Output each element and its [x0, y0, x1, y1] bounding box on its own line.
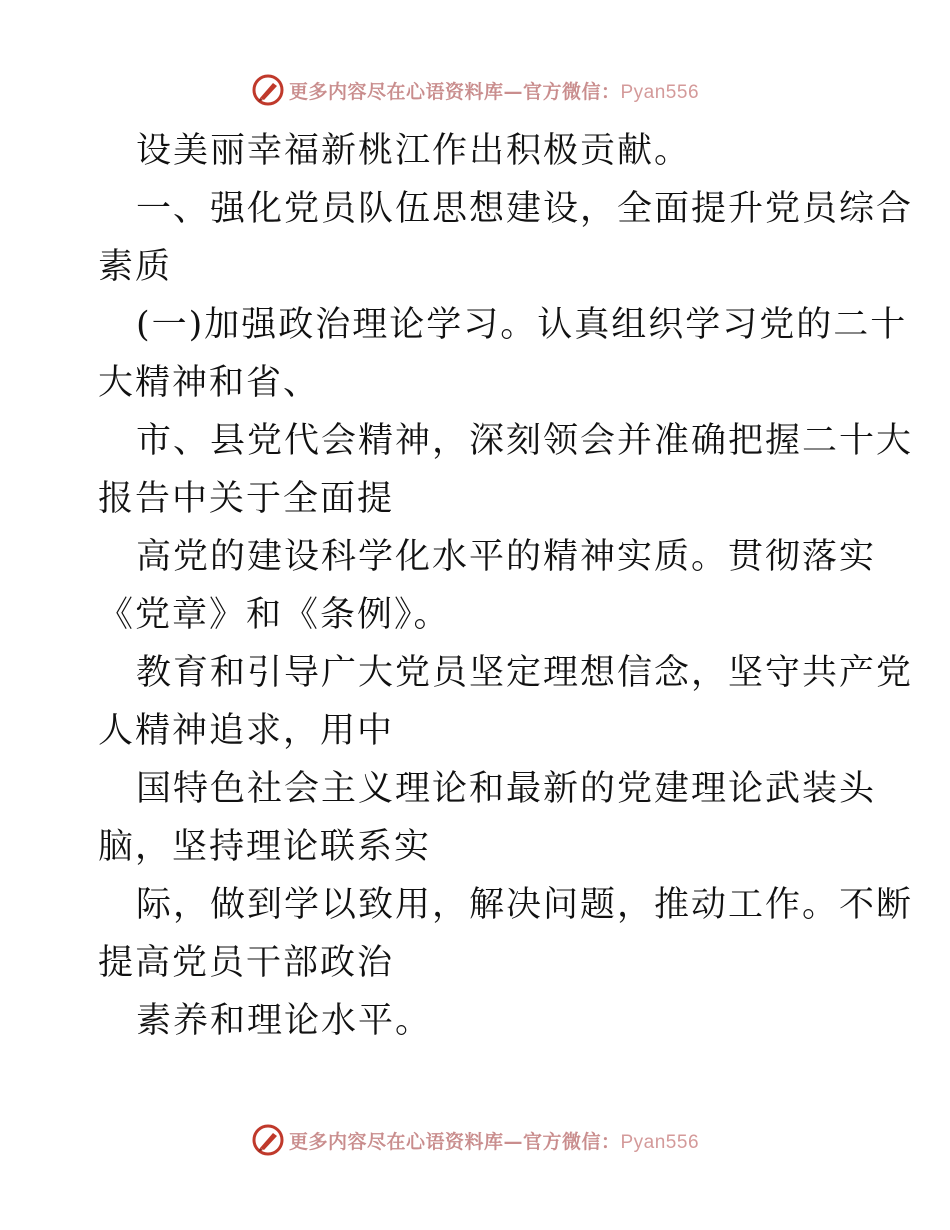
footer-banner-handle: Pyan556: [620, 1131, 700, 1153]
paragraph-6: 教育和引导广大党员坚定理想信念，坚守共产党 人精神追求，用中: [98, 653, 914, 751]
paragraph-9: 素养和理论水平。: [136, 1001, 433, 1041]
document-body: [98, 122, 914, 1050]
header-banner-handle: Pyan556: [620, 81, 700, 103]
paragraph-1: 设美丽幸福新桃江作出积极贡献。: [136, 131, 692, 171]
pen-logo-icon: [251, 73, 285, 107]
paragraph-2: 一、强化党员队伍思想建设，全面提升党员综合 素质: [98, 189, 914, 287]
pen-logo-icon: [251, 1123, 285, 1157]
footer-banner-text: 更多内容尽在心语资料库—官方微信：Pyan556: [288, 1130, 700, 1153]
paragraph-7: 国特色社会主义理论和最新的党建理论武装头 脑，坚持理论联系实: [98, 769, 877, 867]
paragraph-4: 市、县党代会精神，深刻领会并准确把握二十大 报告中关于全面提: [98, 421, 914, 519]
paragraph-3: (一)加强政治理论学习。认真组织学习党的二十 大精神和省、: [98, 305, 908, 403]
paragraph-8: 际，做到学以致用，解决问题，推动工作。不断 提高党员干部政治: [98, 885, 914, 983]
paragraph-5: 高党的建设科学化水平的精神实质。贯彻落实 《党章》和《条例》。: [98, 537, 877, 635]
header-banner-text: 更多内容尽在心语资料库—官方微信：Pyan556: [288, 80, 700, 103]
footer-banner: [0, 1120, 950, 1160]
header-banner: [0, 70, 950, 110]
